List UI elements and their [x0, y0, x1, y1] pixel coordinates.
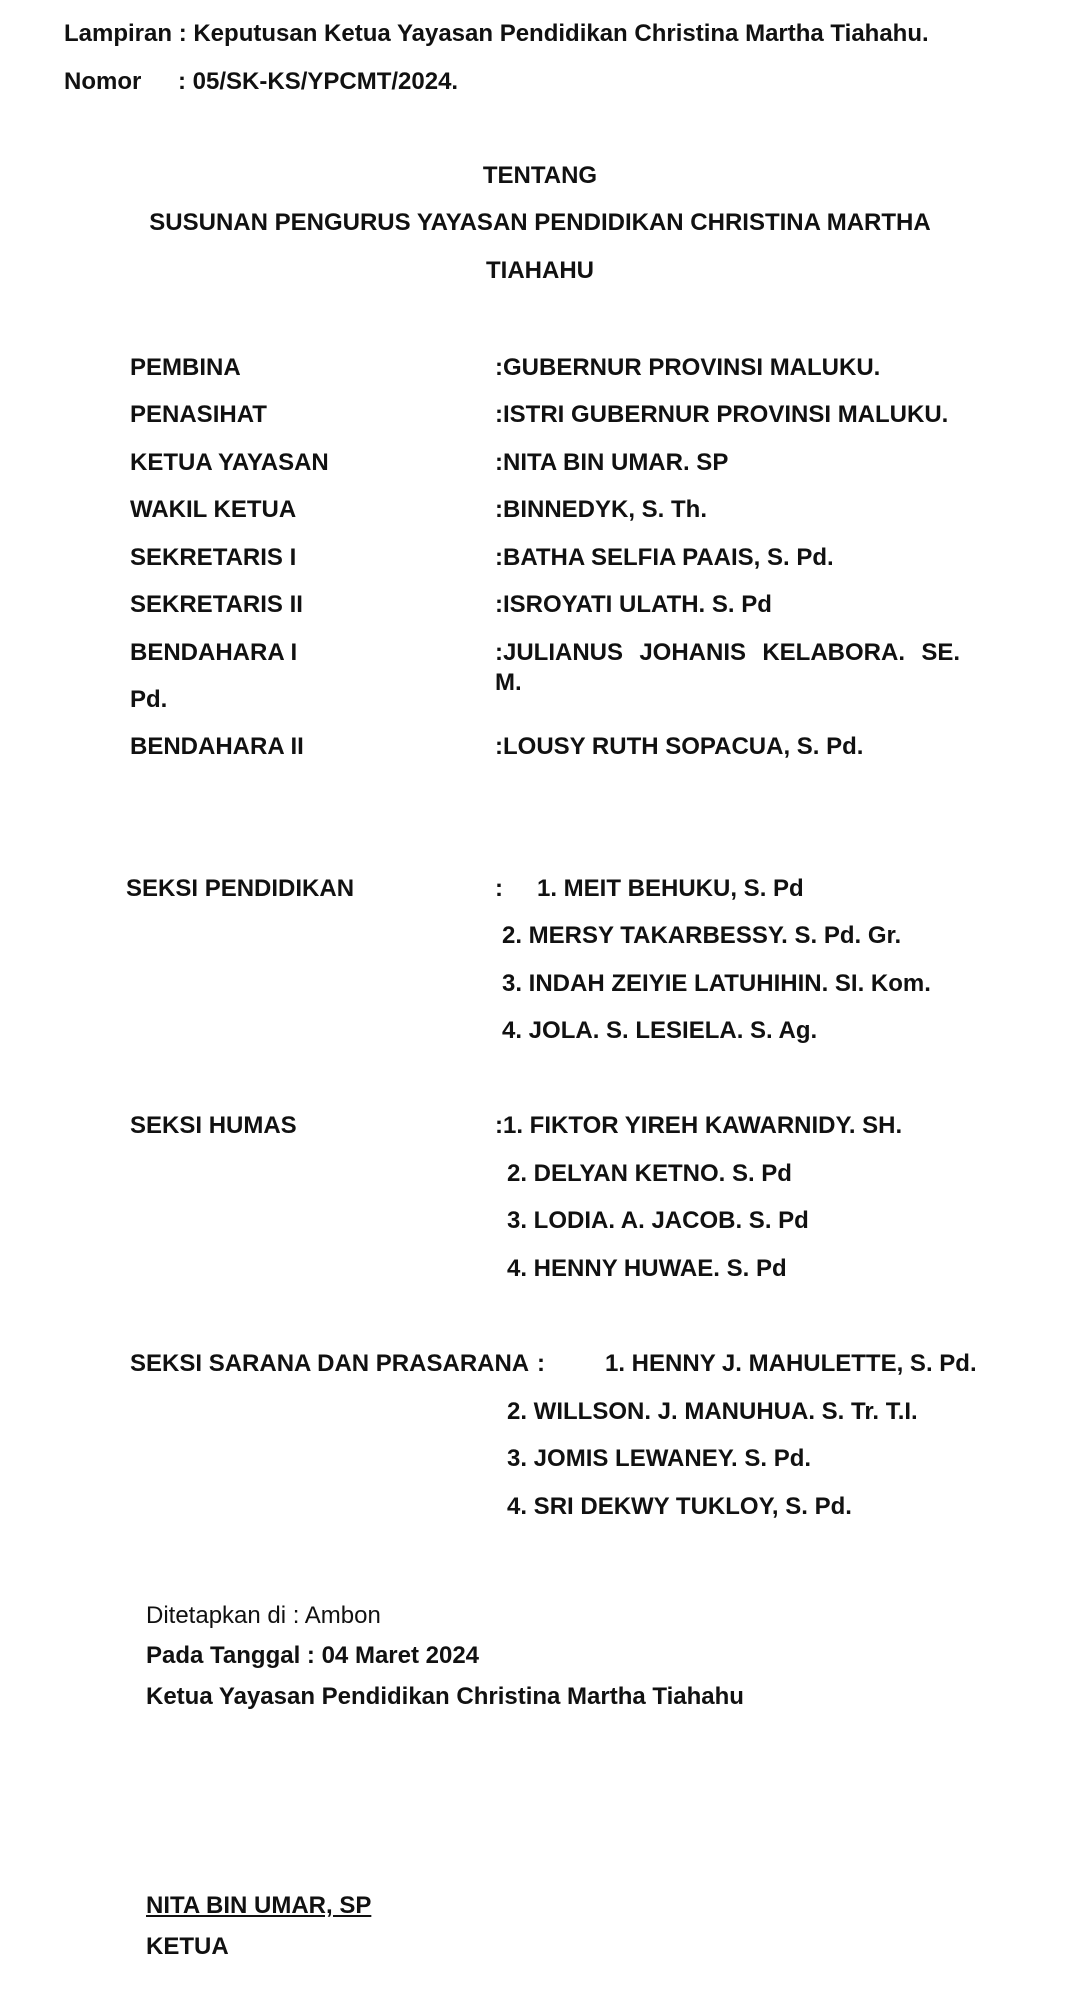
seksi-sarana-member: 4. SRI DEKWY TUKLOY, S. Pd. [507, 1493, 852, 1520]
role-bendahara-1: BENDAHARA I [130, 639, 298, 666]
seksi-sarana-colon: : [537, 1350, 545, 1377]
seksi-humas-member: 3. LODIA. A. JACOB. S. Pd [507, 1207, 809, 1234]
seksi-pendidikan-member: 3. INDAH ZEIYIE LATUHIHIN. SI. Kom. [502, 970, 931, 997]
role-penasihat: PENASIHAT [130, 401, 267, 428]
seksi-humas-member: 4. HENNY HUWAE. S. Pd [507, 1255, 787, 1282]
role-wakil-ketua: WAKIL KETUA [130, 496, 297, 523]
seksi-pendidikan-colon: : [495, 875, 503, 902]
seksi-humas-member: 2. DELYAN KETNO. S. Pd [507, 1160, 792, 1187]
seksi-pendidikan-member: 1. MEIT BEHUKU, S. Pd [537, 875, 804, 902]
role-bendahara-2: BENDAHARA II [130, 733, 304, 760]
title-tiahahu: TIAHAHU [486, 257, 594, 284]
signatory-title: KETUA [146, 1933, 229, 1960]
seksi-humas-label: SEKSI HUMAS [130, 1112, 297, 1139]
seksi-sarana-member: 2. WILLSON. J. MANUHUA. S. Tr. T.I. [507, 1398, 918, 1425]
seksi-sarana-member: 1. HENNY J. MAHULETTE, S. Pd. [605, 1350, 977, 1377]
role-sekretaris-2: SEKRETARIS II [130, 591, 303, 618]
nomor-label: Nomor [64, 68, 142, 95]
title-susunan: SUSUNAN PENGURUS YAYASAN PENDIDIKAN CHRISTINA MARTHA [149, 209, 931, 236]
seksi-pendidikan-member: 4. JOLA. S. LESIELA. S. Ag. [502, 1017, 818, 1044]
title-tentang: TENTANG [482, 162, 598, 189]
signatory-name: NITA BIN UMAR, SP [146, 1892, 372, 1919]
seksi-pendidikan-member: 2. MERSY TAKARBESSY. S. Pd. Gr. [502, 922, 902, 949]
name-sekretaris-2: :ISROYATI ULATH. S. Pd [495, 591, 772, 618]
pada-tanggal: Pada Tanggal : 04 Maret 2024 [146, 1642, 480, 1669]
seksi-pendidikan-label: SEKSI PENDIDIKAN [126, 875, 355, 902]
nomor-value: : 05/SK-KS/YPCMT/2024. [178, 68, 459, 95]
lampiran-line: Lampiran : Keputusan Ketua Yayasan Pendidikan Christina Martha Tiahahu. [64, 20, 929, 47]
name-bendahara-1-wrap: Pd. [130, 686, 168, 713]
name-pembina: :GUBERNUR PROVINSI MALUKU. [495, 354, 881, 381]
name-penasihat: :ISTRI GUBERNUR PROVINSI MALUKU. [495, 401, 949, 428]
name-ketua-yayasan: :NITA BIN UMAR. SP [495, 449, 729, 476]
ditetapkan-di: Ditetapkan di : Ambon [146, 1602, 381, 1629]
role-pembina: PEMBINA [130, 354, 241, 381]
seksi-sarana-member: 3. JOMIS LEWANEY. S. Pd. [507, 1445, 812, 1472]
name-wakil-ketua: :BINNEDYK, S. Th. [495, 496, 708, 523]
seksi-sarana-label: SEKSI SARANA DAN PRASARANA [130, 1350, 530, 1377]
seksi-humas-member: :1. FIKTOR YIREH KAWARNIDY. SH. [495, 1112, 903, 1139]
name-sekretaris-1: :BATHA SELFIA PAAIS, S. Pd. [495, 544, 834, 571]
jabatan-lengkap: Ketua Yayasan Pendidikan Christina Martha Tiahahu [146, 1683, 744, 1710]
name-bendahara-1: :JULIANUS JOHANIS KELABORA. SE. M. [495, 639, 960, 696]
role-sekretaris-1: SEKRETARIS I [130, 544, 297, 571]
role-ketua-yayasan: KETUA YAYASAN [130, 449, 329, 476]
name-bendahara-2: :LOUSY RUTH SOPACUA, S. Pd. [495, 733, 864, 760]
